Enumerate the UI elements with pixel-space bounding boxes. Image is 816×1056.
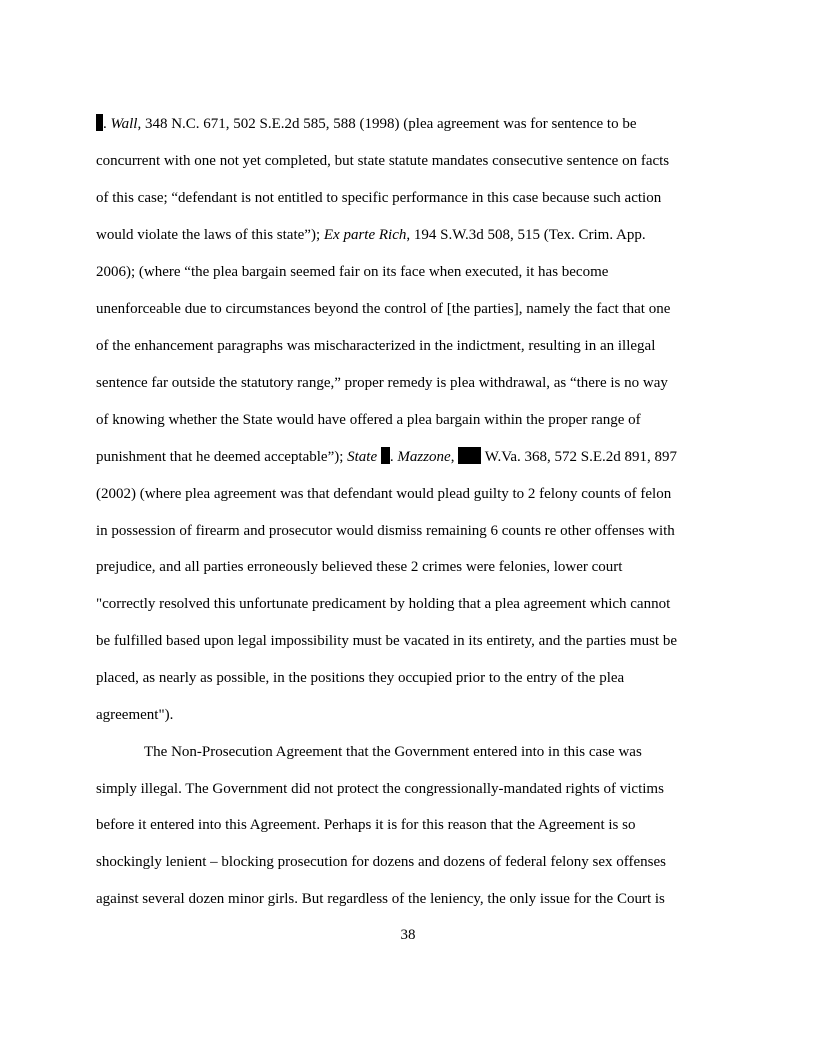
text-line-5: 2006); (where “the plea bargain seemed fair on its face when executed, it has become [96, 264, 609, 280]
text-line-22: against several dozen minor girls. But regardless of the leniency, the only issue for the Court is [96, 891, 665, 907]
redaction-block [96, 114, 103, 131]
text-line-16: placed, as nearly as possible, in the positions they occupied prior to the entry of the plea [96, 670, 625, 686]
text-line-20: before it entered into this Agreement. Perhaps it is for this reason that the Agreement is so [96, 817, 636, 833]
page-number: 38 [400, 927, 416, 943]
text-line-4: would violate the laws of this state”); Ex parte Rich, 194 S.W.3d 508, 515 (Tex. Crim. App. [96, 227, 646, 243]
case-name-italic: Ex parte Rich [323, 227, 407, 243]
text-line-1: . Wall, 348 N.C. 671, 502 S.E.2d 585, 588 (1998) (plea agreement was for sentence to be [96, 114, 637, 134]
text-line-7: of the enhancement paragraphs was mischaracterized in the indictment, resulting in an illegal [96, 338, 656, 354]
text-line-13: prejudice, and all parties erroneously believed these 2 crimes were felonies, lower court [96, 559, 623, 575]
text-line-12: in possession of firearm and prosecutor would dismiss remaining 6 counts re other offenses with [96, 523, 675, 539]
case-name-italic: Mazzone [397, 449, 451, 465]
text-line-6: unenforceable due to circumstances beyond the control of [the parties], namely the fact that one [96, 301, 671, 317]
text-line-3: of this case; “defendant is not entitled to specific performance in this case because such action [96, 190, 662, 206]
text-line-17: agreement"). [96, 707, 174, 723]
paragraph-start-line: The Non-Prosecution Agreement that the Government entered into in this case was [144, 744, 642, 760]
case-name-italic: State [347, 449, 378, 465]
text-line-15: be fulfilled based upon legal impossibility must be vacated in its entirety, and the parties must be [96, 633, 677, 649]
case-name-italic: Wall [110, 116, 138, 132]
text-line-21: shockingly lenient – blocking prosecution for dozens and dozens of federal felony sex offenses [96, 854, 666, 870]
redaction-block [381, 447, 390, 464]
text-line-19: simply illegal. The Government did not protect the congressionally-mandated rights of victims [96, 781, 664, 797]
text-line-10: punishment that he deemed acceptable”); State . Mazzone, W.Va. 368, 572 S.E.2d 891, 897 [96, 449, 678, 465]
text-line-2: concurrent with one not yet completed, but state statute mandates consecutive sentence on facts [96, 153, 670, 169]
text-line-8: sentence far outside the statutory range,” proper remedy is plea withdrawal, as “there is no way [96, 375, 668, 391]
text-line-14: "correctly resolved this unfortunate predicament by holding that a plea agreement which cannot [96, 596, 671, 612]
text-line-9: of knowing whether the State would have offered a plea bargain within the proper range of [96, 412, 641, 428]
text-line-11: (2002) (where plea agreement was that defendant would plead guilty to 2 felony counts of felon [96, 486, 672, 502]
redaction-block [458, 447, 481, 464]
